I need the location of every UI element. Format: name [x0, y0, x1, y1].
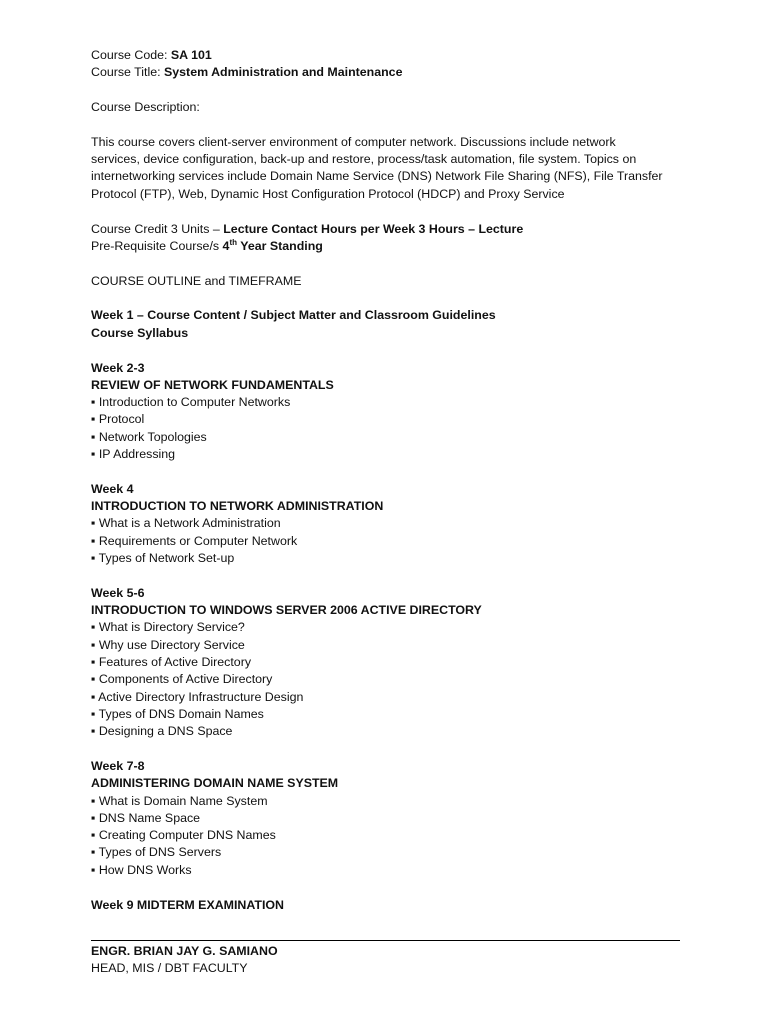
- week-label: Week 7-8: [91, 759, 145, 773]
- list-item: ▪ Types of DNS Domain Names: [91, 706, 264, 721]
- list-item: ▪ Features of Active Directory: [91, 655, 252, 670]
- prerequisite-value: [223, 239, 323, 253]
- week-label: Week 2-3: [91, 360, 145, 375]
- week-heading: INTRODUCTION TO WINDOWS SERVER 2006 ACTIVE DIRECTORY: [91, 603, 482, 618]
- document-body: [91, 47, 691, 914]
- course-description-line: Protocol (FTP), Web, Dynamic Host Configuration Protocol (HDCP) and Proxy Service: [91, 186, 565, 201]
- week-heading: INTRODUCTION TO NETWORK ADMINISTRATION: [91, 499, 384, 514]
- signature-footer: [91, 940, 681, 978]
- list-item: ▪ Network Topologies: [91, 429, 207, 444]
- list-item: ▪ Requirements or Computer Network: [91, 533, 298, 548]
- week-label: Week 4: [91, 481, 134, 496]
- course-description-heading: Course Description:: [91, 100, 200, 115]
- course-code-line: [91, 47, 691, 64]
- course-title-line: [91, 64, 691, 81]
- course-code-value: SA 101: [170, 48, 212, 62]
- list-item: ▪ Creating Computer DNS Names: [91, 828, 276, 843]
- week-heading: ADMINISTERING DOMAIN NAME SYSTEM: [91, 776, 339, 791]
- list-item: ▪ Introduction to Computer Networks: [91, 395, 291, 410]
- course-description-line: services, device configuration, back-up and restore, process/task automation, file system. Topics on: [91, 152, 637, 167]
- prerequisite-standing: Year Standing: [240, 238, 323, 253]
- list-item: ▪ Types of DNS Servers: [91, 845, 222, 860]
- course-description: [91, 134, 691, 203]
- course-description-line: This course covers client-server environment of computer network. Discussions include network: [91, 134, 616, 149]
- course-credit-label: Course Credit 3 Units –: [91, 221, 220, 236]
- list-item: ▪ What is Domain Name System: [91, 793, 268, 808]
- week-section-4: [91, 481, 691, 567]
- prerequisite-year: 4: [222, 238, 230, 253]
- list-item: ▪ Active Directory Infrastructure Design: [91, 689, 304, 704]
- list-item: ▪ What is a Network Administration: [91, 516, 281, 531]
- list-item: ▪ DNS Name Space: [91, 810, 201, 825]
- course-credit-value: Lecture Contact Hours per Week 3 Hours – Lecture: [223, 221, 524, 236]
- footer-divider: [91, 940, 680, 941]
- week-section-2-3: [91, 360, 691, 464]
- list-item: ▪ Types of Network Set-up: [91, 551, 235, 566]
- course-code-label: Course Code:: [91, 48, 168, 62]
- prerequisite-ordinal: th: [229, 237, 238, 247]
- course-title-label: Course Title:: [91, 65, 161, 80]
- list-item: ▪ IP Addressing: [91, 447, 176, 462]
- midterm-line: Week 9 MIDTERM EXAMINATION: [91, 897, 284, 912]
- week-label: Week 5-6: [91, 585, 145, 600]
- list-item: ▪ How DNS Works: [91, 862, 192, 877]
- week1-subtitle: Course Syllabus: [91, 325, 189, 340]
- course-title-value: System Administration and Maintenance: [164, 65, 403, 80]
- week-heading: REVIEW OF NETWORK FUNDAMENTALS: [91, 377, 334, 392]
- course-outline-heading: COURSE OUTLINE and TIMEFRAME: [91, 273, 302, 288]
- course-description-line: internetworking services include Domain Name Service (DNS) Network File Sharing (NFS), File Transfer: [91, 169, 663, 184]
- prerequisite-line: [91, 238, 691, 255]
- list-item: ▪ Components of Active Directory: [91, 672, 273, 687]
- list-item: ▪ Why use Directory Service: [91, 637, 245, 652]
- signatory-name: ENGR. BRIAN JAY G. SAMIANO: [91, 944, 278, 958]
- week1-title: Week 1 – Course Content / Subject Matter and Classroom Guidelines: [91, 308, 496, 323]
- week-section-7-8: [91, 758, 691, 879]
- signatory-role: HEAD, MIS / DBT FACULTY: [91, 961, 248, 976]
- list-item: ▪ Protocol: [91, 412, 145, 427]
- prerequisite-label: Pre-Requisite Course/s: [91, 238, 220, 253]
- course-credit-line: [91, 221, 691, 238]
- list-item: ▪ Designing a DNS Space: [91, 724, 233, 739]
- week-section-5-6: [91, 585, 691, 741]
- list-item: ▪ What is Directory Service?: [91, 620, 245, 635]
